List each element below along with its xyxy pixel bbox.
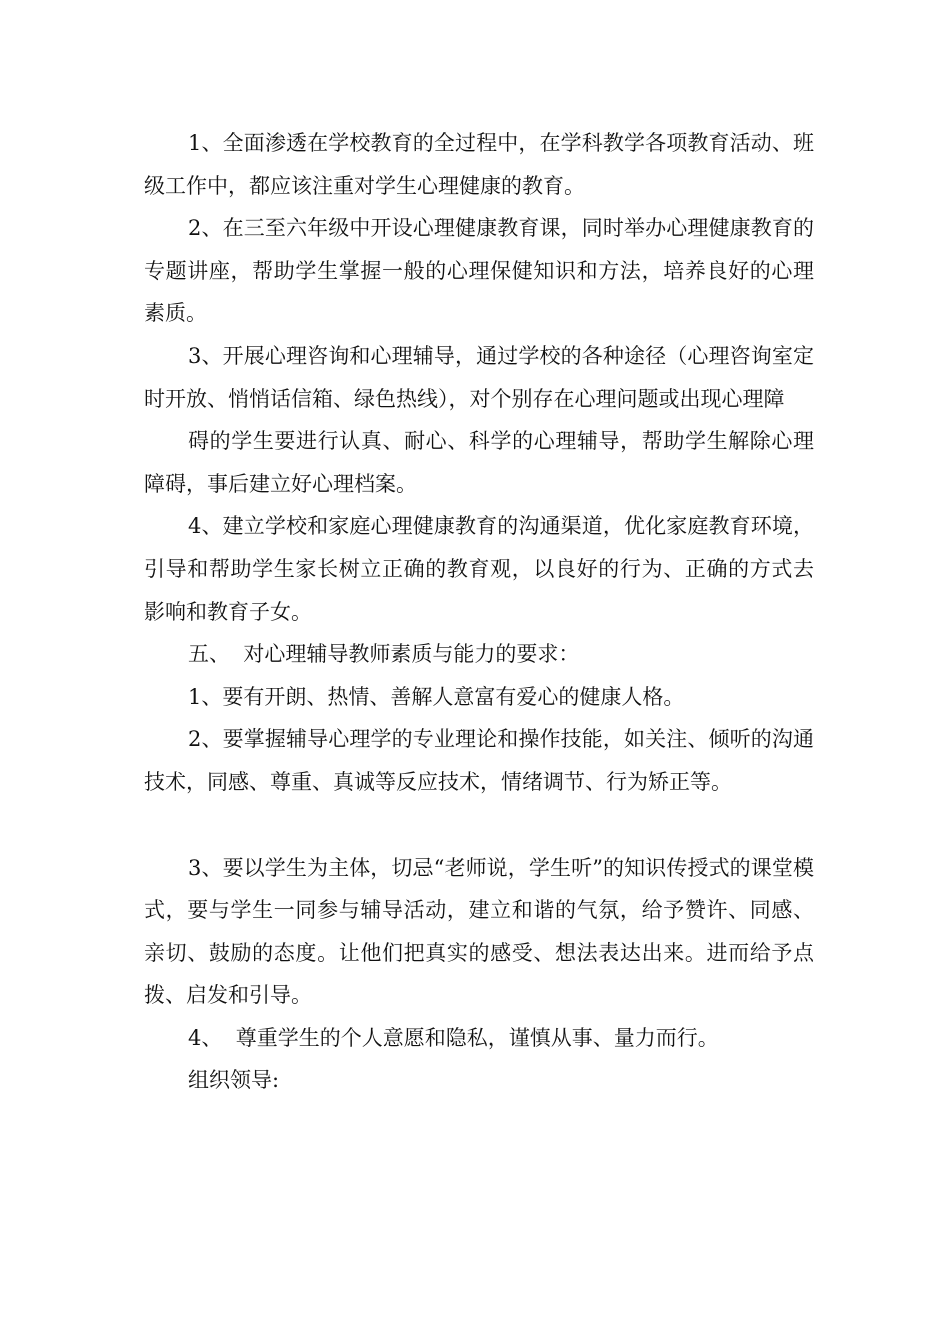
organization-leadership-heading: 组织领导: [188, 1068, 280, 1093]
requirement-item-1: 1、要有开朗、热情、善解人意富有爱心的健康人格。 [188, 684, 685, 709]
requirement-item-2: 2、要掌握辅导心理学的专业理论和操作技能，如关注、倾听的沟通技术，同感、尊重、真诚等反应技术，情绪调节、行为矫正等。 [144, 727, 814, 794]
section-heading-five: 五、 对心理辅导教师素质与能力的要求： [188, 642, 580, 667]
paragraph-item-3: 3、开展心理咨询和心理辅导，通过学校的各种途径（心理咨询室定时开放、悄悄话信箱、绿色热线），对个别存在心理问题或出现心理障 [144, 343, 814, 411]
requirement-item-3: 3、要以学生为主体，切忌“老师说，学生听”的知识传授式的课堂模式，要与学生一同参与辅导活动，建立和谐的气氛，给予赞许、同感、亲切、鼓励的态度。让他们把真实的感受、想法表达出来。进而给予点拨、启发和引导。 [144, 855, 814, 1008]
paragraph-item-1: 1、全面渗透在学校教育的全过程中，在学科教学各项教育活动、班级工作中，都应该注重对学生心理健康的教育。 [144, 131, 814, 198]
paragraph-item-2: 2、在三至六年级中开设心理健康教育课，同时举办心理健康教育的专题讲座，帮助学生掌握一般的心理保健知识和方法，培养良好的心理素质。 [144, 216, 814, 326]
requirement-item-4: 4、 尊重学生的个人意愿和隐私，谨慎从事、量力而行。 [188, 1025, 719, 1050]
document-body [144, 122, 814, 1102]
paragraph-item-3-continued: 碍的学生要进行认真、耐心、科学的心理辅导，帮助学生解除心理障碍，事后建立好心理档案。 [144, 429, 814, 496]
paragraph-item-4: 4、建立学校和家庭心理健康教育的沟通渠道，优化家庭教育环境，引导和帮助学生家长树立正确的教育观，以良好的行为、正确的方式去影响和教育子女。 [144, 514, 814, 624]
